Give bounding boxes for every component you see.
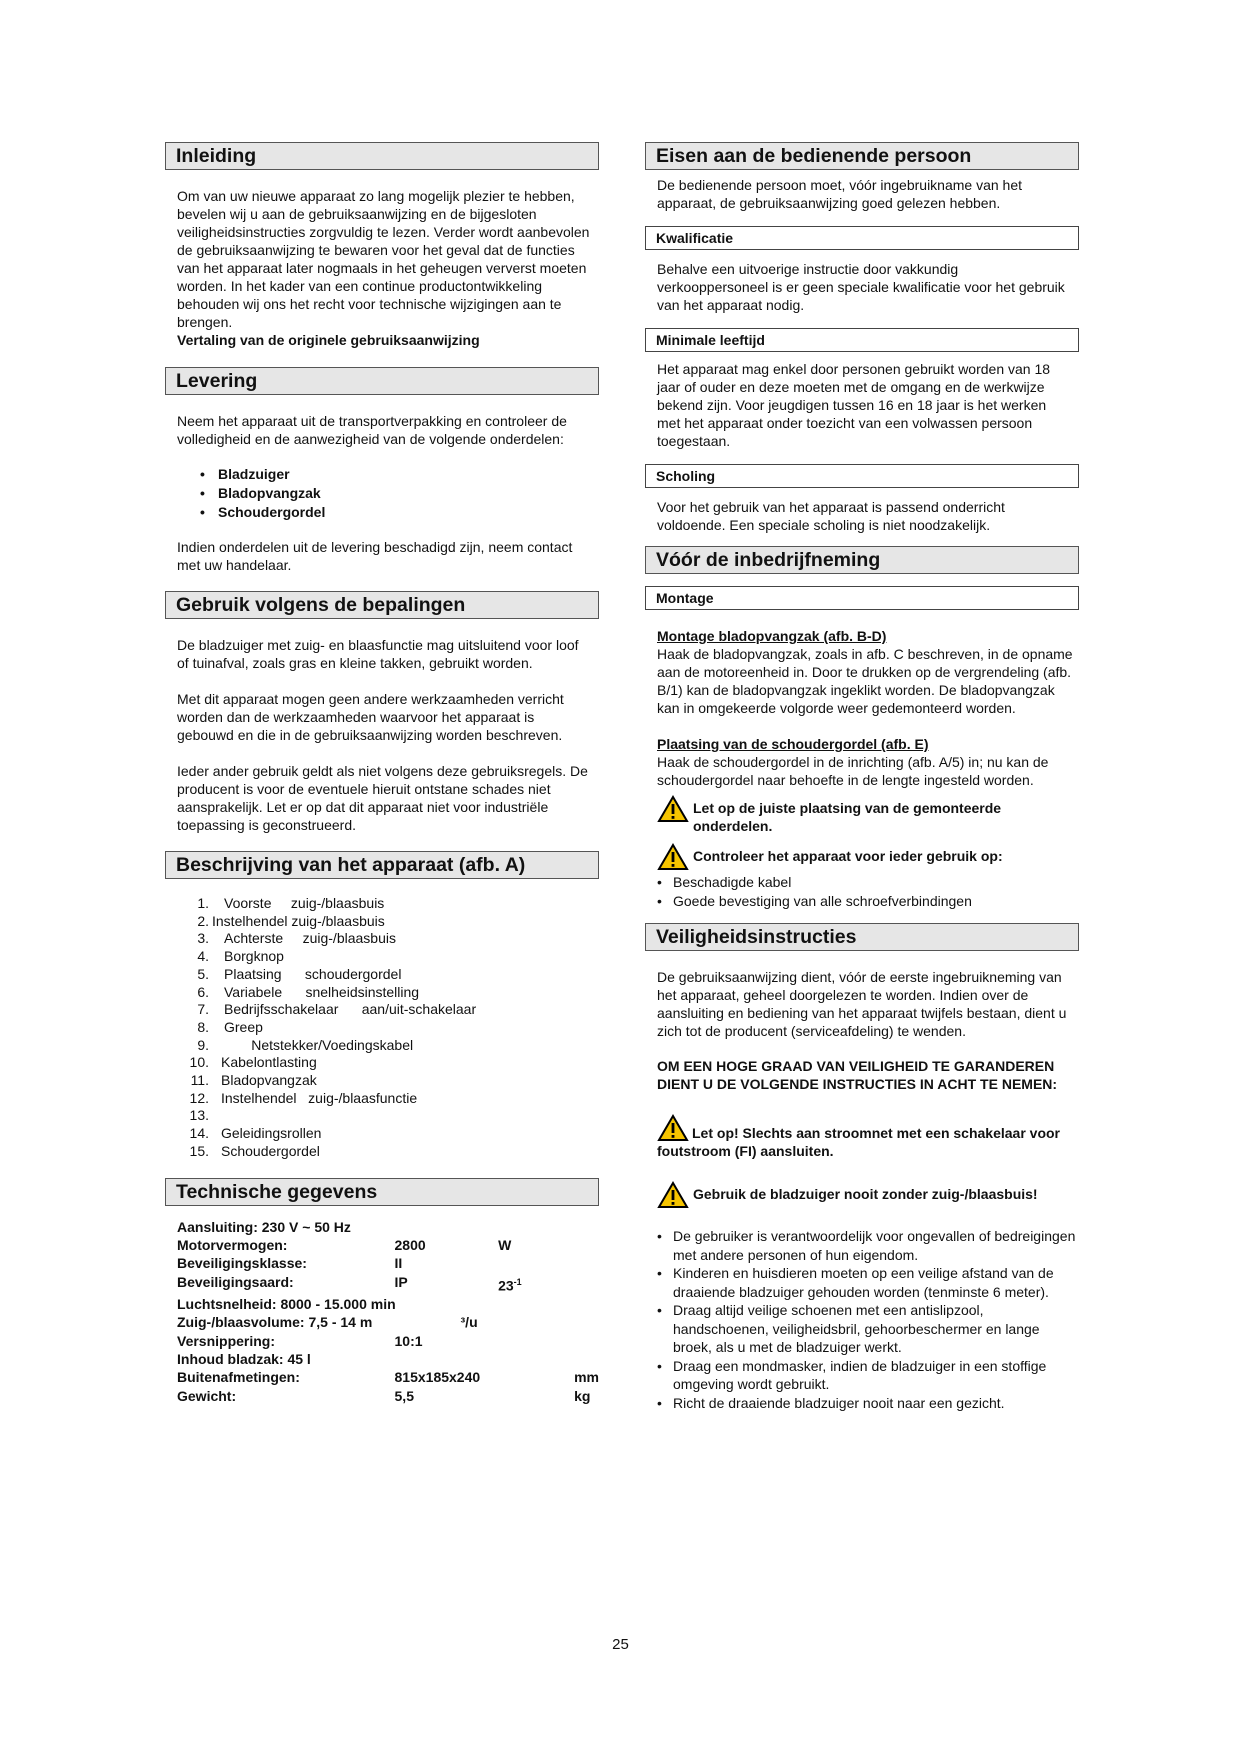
table-row: Motorvermogen: 2800 W [177,1236,512,1253]
intro-body: Om van uw nieuwe apparaat zo lang mogelijk plezier te hebben, bevelen wij u aan de gebruiksaanwijzing en de bijgesloten veiligheidsinstructies zorgvuldig te lezen. Verder wordt aanbevolen de gebruiksaanwijzing te bewaren voor het geval dat de functies van het apparaat later nogmaals in het geheugen ververst moeten worden. In het kader van een continue productontwikkeling behouden wij ons het recht voor technische wijzigingen aan te brengen. [177,188,590,330]
delivery-body: Neem het apparaat uit de transportverpakking en controleer de volledigheid en de aanwezigheid van de volgende onderdelen: [177,413,567,447]
usage-p2: Met dit apparaat mogen geen andere werkzaamheden verricht worden dan de werkzaamheden waarvoor het apparaat is gebouwd en die in de gebruiksaanwijzing worden beschreven. [177,691,564,743]
section-header-eisen: Eisen aan de bedienende persoon [645,142,1079,170]
list-item: 5. Plaatsing schoudergordel [197,965,402,982]
belt-placement-title: Plaatsing van de schoudergordel (afb. E) [657,736,929,752]
warning-triangle-icon [657,843,689,871]
table-row: Aansluiting: 230 V ~ 50 Hz [177,1218,351,1235]
list-item: 8. Greep [197,1018,263,1035]
list-item: • Richt de draaiende bladzuiger nooit naar een gezicht. [645,1394,1079,1413]
warning-triangle-icon [657,795,689,823]
subheader-scholing: Scholing [645,464,1079,488]
list-item: 1. Voorste zuig-/blaasbuis [197,895,385,911]
delivery-items [165,465,599,522]
min-age-body: Het apparaat mag enkel door personen gebruikt worden van 18 jaar of ouder en deze moeten met de omgang en de werkwijze bekend zijn. Voor jeugdigen tussen 16 en 18 jaar is het werken met het apparaat onder toezicht van een volwassen persoon toegestaan. [657,361,1051,449]
table-row: Luchtsnelheid: 8000 - 15.000 min [177,1295,396,1312]
belt-placement-body: Haak de schoudergordel in de inrichting (afb. A/5) in; nu kan de schoudergordel naar behoefte in de lengte ingesteld worden. [657,754,1049,788]
section-header-inbedrijfneming: Vóór de inbedrijfneming [645,546,1079,574]
table-row: Beveiligingsklasse: II [177,1255,403,1272]
warning-fi-switch: Let op! Slechts aan stroomnet met een schakelaar voor foutstroom (FI) aansluiten. [645,1120,1079,1160]
bag-assembly-title: Montage bladopvangzak (afb. B-D) [657,628,887,644]
table-row: Buitenafmetingen: 815x185x240 mm [177,1369,599,1386]
section-header-inleiding: Inleiding [165,142,599,170]
list-item: 15. Schoudergordel [189,1142,320,1159]
warning-triangle-icon [657,1114,689,1142]
list-item: 13. [189,1107,209,1124]
table-row: Versnippering: 10:1 [177,1332,423,1349]
list-item: 3. Achterste zuig-/blaasbuis [197,930,396,947]
table-row: Inhoud bladzak: 45 l [177,1351,311,1368]
usage-p1: De bladzuiger met zuig- en blaasfunctie mag uitsluitend voor loof of tuinafval, zoals gras en kleine takken, gebruikt worden. [177,637,579,671]
page-number: 25 [612,1636,629,1653]
right-column [645,142,1079,1412]
list-item: • Bladopvangzak [165,484,599,503]
parts-list [177,895,599,1161]
safety-caps-notice: OM EEN HOGE GRAAD VAN VEILIGHEID TE GARANDEREN DIENT U DE VOLGENDE INSTRUCTIES IN ACHT TE NEMEN: [657,1058,1058,1092]
subheader-kwalificatie: Kwalificatie [645,226,1079,250]
list-item: • Kinderen en huisdieren moeten op een veilige afstand van de draaiende bladzuiger gehouden worden (tenminste 6 meter). [645,1264,1079,1301]
operator-body: De bedienende persoon moet, vóór ingebruikname van het apparaat, de gebruiksaanwijzing goed gelezen hebben. [657,177,1023,211]
list-item: • Schoudergordel [165,503,599,522]
warning-check: Controleer het apparaat voor ieder gebruik op: [645,847,1079,871]
list-item: 11. Bladopvangzak [190,1072,317,1089]
section-header-veiligheid: Veiligheidsinstructies [645,923,1079,951]
training-body: Voor het gebruik van het apparaat is passend onderricht voldoende. Een speciale scholing is niet noodzakelijk. [657,499,1005,533]
list-item: • Bladzuiger [165,465,599,484]
list-item: 10. Kabelontlasting [189,1054,317,1071]
list-item: 7. Bedrijfsschakelaar aan/uit-schakelaar [197,1001,477,1018]
safety-body: De gebruiksaanwijzing dient, vóór de eerste ingebruikneming van het apparaat, geheel doorgelezen te worden. Indien over de aansluiting en bediening van het apparaat twijfels bestaan, dient u zich tot de producent (serviceafdeling) te wenden. [657,969,1067,1039]
check-list [645,873,1079,910]
bag-assembly-body: Haak de bladopvangzak, zoals in afb. C beschreven, in de opname aan de motoreenheid in. Door te drukken op de vergrendeling (afb. B/1) kan de bladopvangzak ingeklikt worden. De bladopvangzak kan in omgekeerde volgorde weer gedemonteerd worden. [657,646,1073,716]
list-item: 2. Instelhendel zuig-/blaasbuis [197,912,385,929]
table-row: Gewicht: 5,5 kg [177,1387,591,1404]
section-header-beschrijving: Beschrijving van het apparaat (afb. A) [165,851,599,879]
qualification-body: Behalve een uitvoerige instructie door vakkundig verkooppersoneel is er geen speciale kwalificatie voor het gebruik van het apparaat nodig. [657,261,1065,313]
warning-triangle-icon [657,1181,689,1209]
tech-specs-table [177,1218,599,1406]
list-item: 14. Geleidingsrollen [189,1125,322,1142]
safety-list [645,1227,1079,1412]
list-item: 4. Borgknop [197,948,284,965]
list-item: • Draag een mondmasker, indien de bladzuiger in een stoffige omgeving wordt gebruikt. [645,1357,1079,1394]
delivery-footer: Indien onderdelen uit de levering beschadigd zijn, neem contact met uw handelaar. [177,539,573,573]
subheader-minimale-leeftijd: Minimale leeftijd [645,328,1079,352]
table-row: Beveiligingsaard: IP $23^{-1}$ [177,1273,522,1294]
section-header-technische-gegevens: Technische gegevens [165,1178,599,1206]
table-row: Zuig-/blaasvolume: 7,5 - 14 m ³/u [177,1314,478,1331]
intro-translation-note: Vertaling van de originele gebruiksaanwijzing [177,332,480,348]
usage-p3: Ieder ander gebruik geldt als niet volgens deze gebruiksregels. De producent is voor de eventuele hieruit ontstane schades niet aansprakelijk. Let er op dat dit apparaat niet voor industriële toepassing is geconstrueerd. [177,763,588,833]
warning-tube: Gebruik de bladzuiger nooit zonder zuig-/blaasbuis! [645,1185,1079,1209]
list-item: • Beschadigde kabel [645,873,1079,892]
list-item: 6. Variabele snelheidsinstelling [197,983,420,1000]
list-item: • Goede bevestiging van alle schroefverbindingen [645,892,1079,911]
subheader-montage: Montage [645,586,1079,610]
list-item: 9. Netstekker/Voedingskabel [197,1036,414,1053]
section-header-levering: Levering [165,367,599,395]
list-item: • De gebruiker is verantwoordelijk voor ongevallen of bedreigingen met andere personen of hun eigendom. [645,1227,1079,1264]
list-item: • Draag altijd veilige schoenen met een antislipzool, handschoenen, veiligheidsbril, gehoorbeschermer en lange broek, als u met de bladzuiger werkt. [645,1301,1079,1357]
section-header-gebruik: Gebruik volgens de bepalingen [165,591,599,619]
list-item: 12. Instelhendel zuig-/blaasfunctie [189,1089,418,1106]
warning-mounting: Let op de juiste plaatsing van de gemonteerde onderdelen. [645,799,1079,835]
left-column [165,142,599,1405]
